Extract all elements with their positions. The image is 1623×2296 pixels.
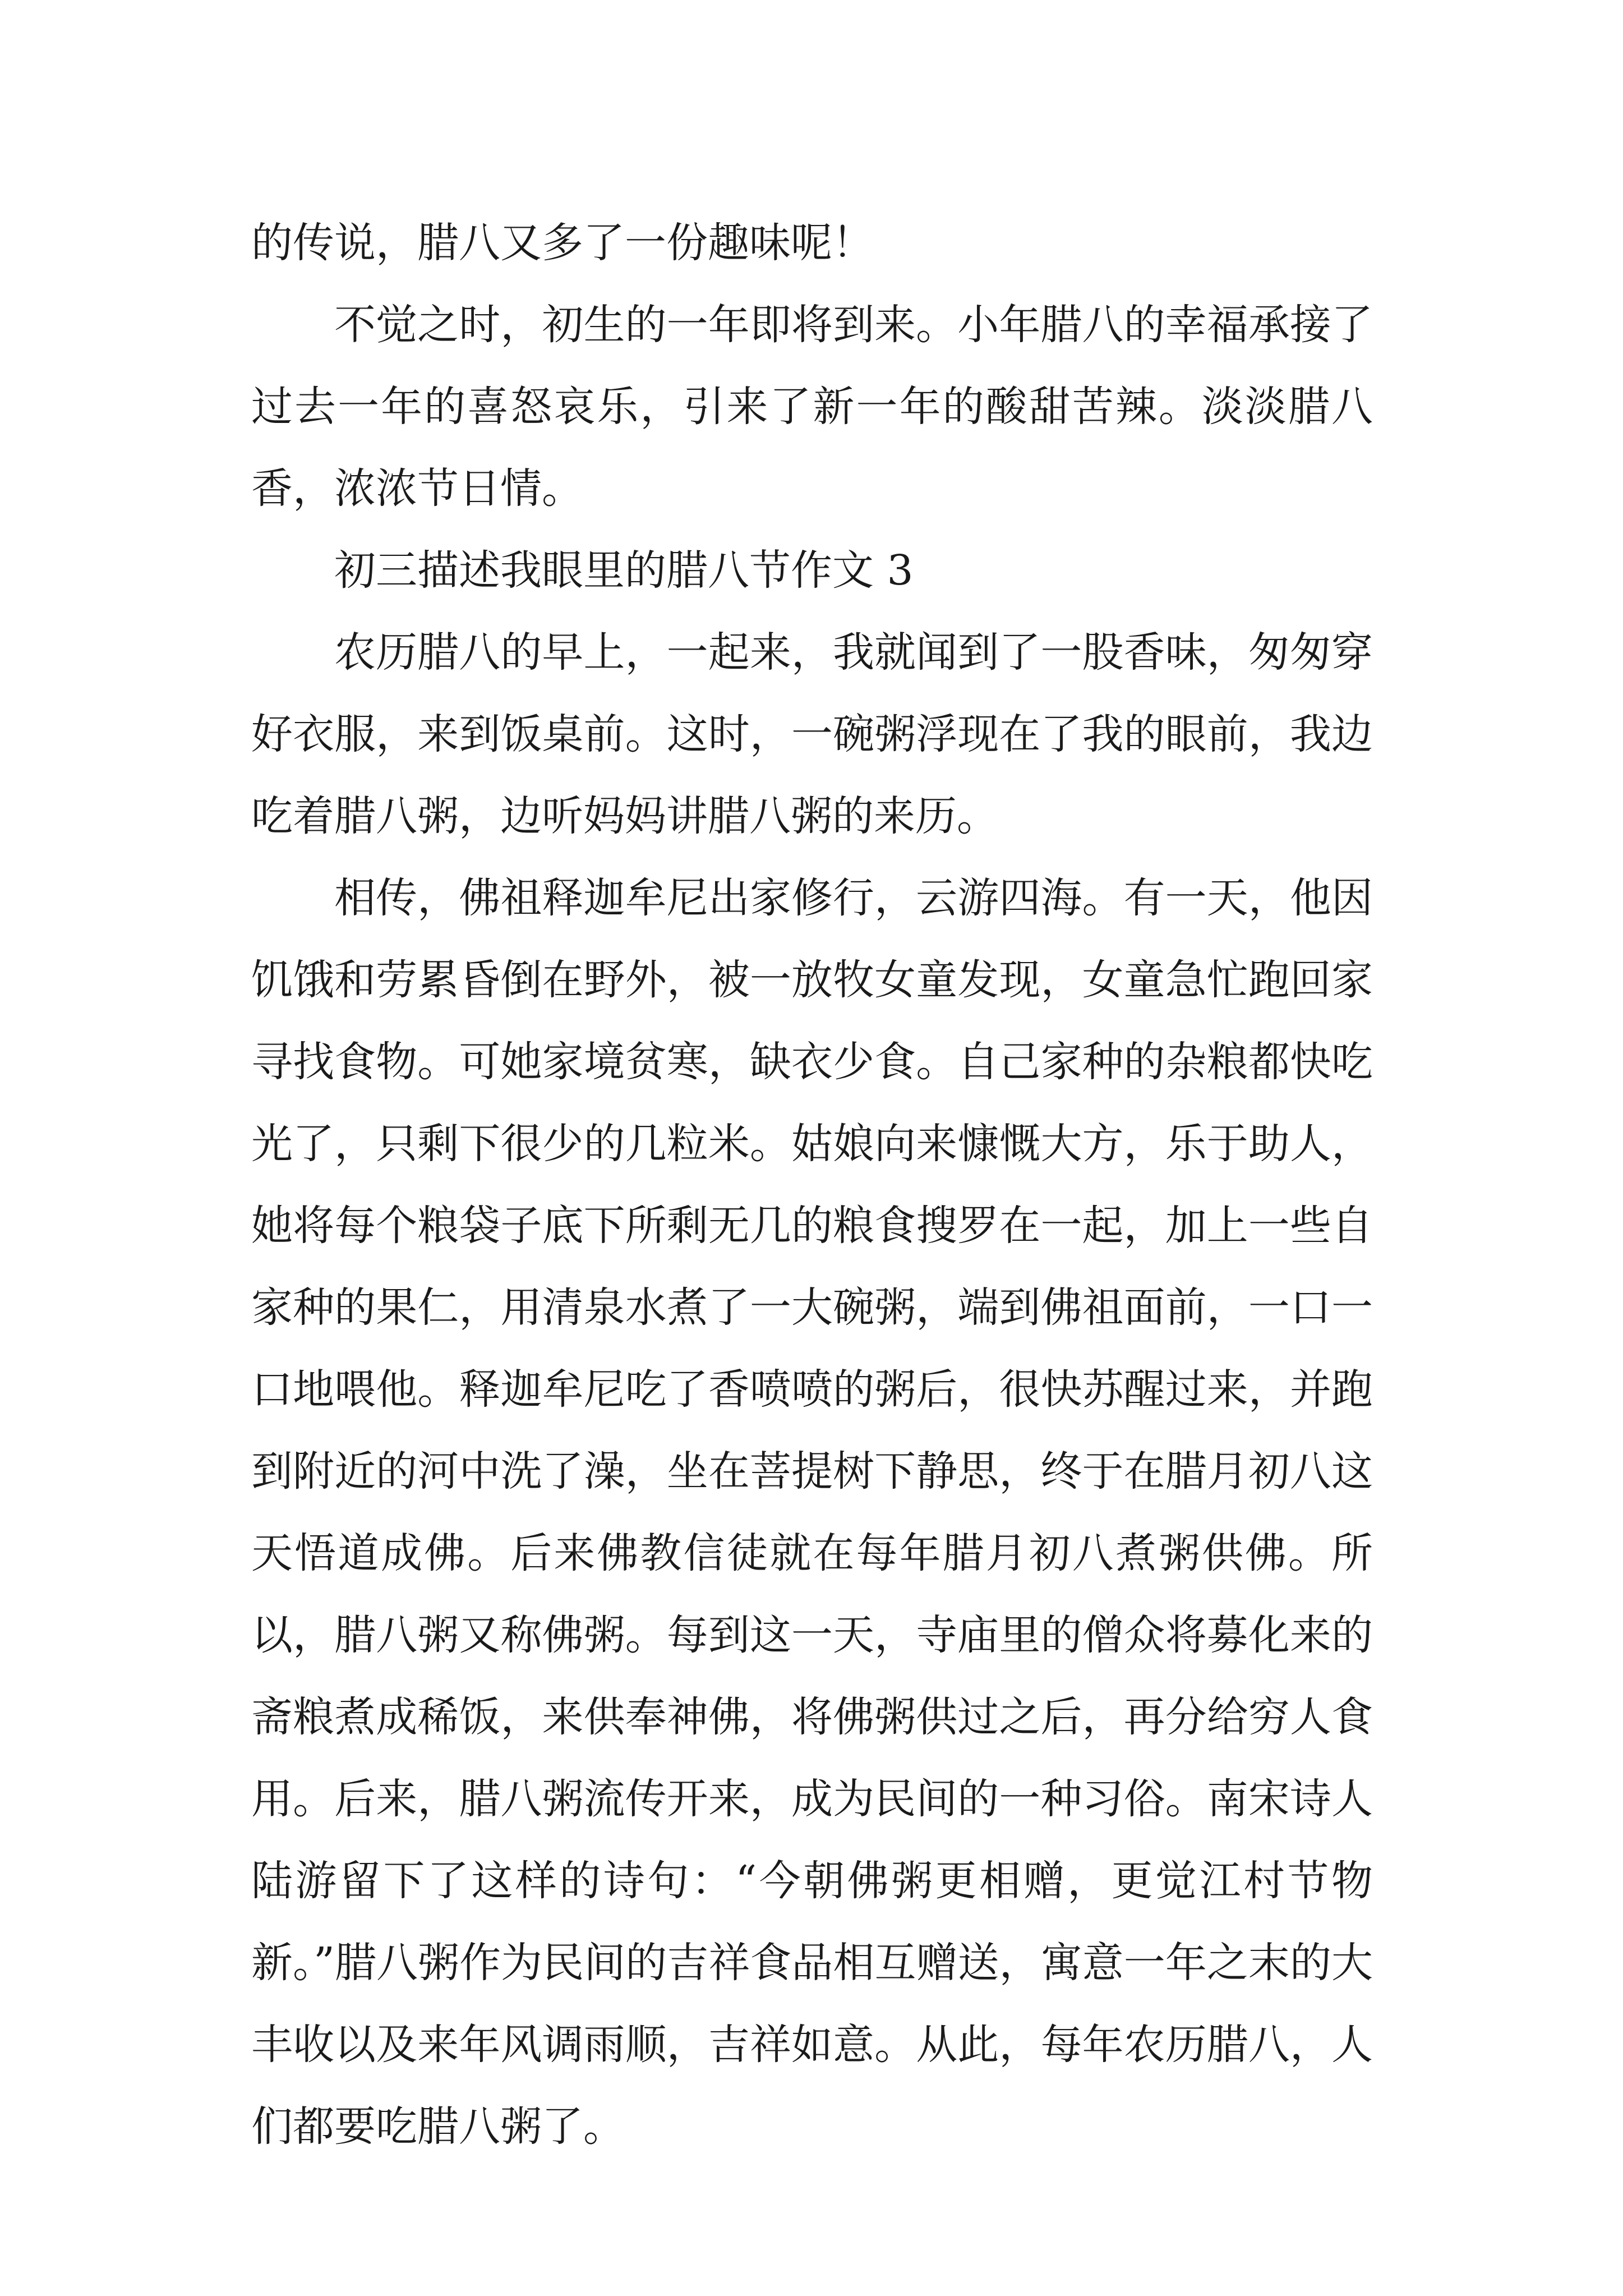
- continuation-paragraph: 的传说，腊八又多了一份趣味呢！: [251, 219, 874, 267]
- essay-title: 初三描述我眼里的腊八节作文 3: [334, 546, 914, 595]
- paragraph-morning: 农历腊八的早上，一起来，我就闻到了一股香味，匆匆穿好衣服，来到饭桌前。这时，一碗粥浮现在了我的眼前，我边吃着腊八粥，边听妈妈讲腊八粥的来历。: [251, 628, 1373, 840]
- paragraph-legend: 相传，佛祖释迦牟尼出家修行，云游四海。有一天，他因饥饿和劳累昏倒在野外，被一放牧女童发现，女童急忙跑回家寻找食物。可她家境贫寒，缺衣少食。自己家种的杂粮都快吃光了，只剩下很少的几粒米。姑娘向来慷慨大方，乐于助人，她将每个粮袋子底下所剩无几的粮食搜罗在一起，加上一些自家种的果仁，用清泉水煮了一大碗粥，端到佛祖面前，一口一口地喂他。释迦牟尼吃了香喷喷的粥后，很快苏醒过来，并跑到附近的河中洗了澡，坐在菩提树下静思，终于在腊月初八这天悟道成佛。后来佛教信徒就在每年腊月初八煮粥供佛。所以，腊八粥又称佛粥。每到这一天，寺庙里的僧众将募化来的斋粮煮成稀饭，来供奉神佛，将佛粥供过之后，再分给穷人食用。后来，腊八粥流传开来，成为民间的一种习俗。南宋诗人陆游留下了这样的诗句：“今朝佛粥更相赠，更觉江村节物新。”腊八粥作为民间的吉祥食品相互赠送，寓意一年之末的大丰收以及来年风调雨顺，吉祥如意。从此，每年农历腊八，人们都要吃腊八粥了。: [251, 874, 1373, 2151]
- paragraph-new-year: 不觉之时，初生的一年即将到来。小年腊八的幸福承接了过去一年的喜怒哀乐，引来了新一年的酸甜苦辣。淡淡腊八香，浓浓节日情。: [251, 301, 1373, 513]
- document-body: [251, 202, 1373, 2168]
